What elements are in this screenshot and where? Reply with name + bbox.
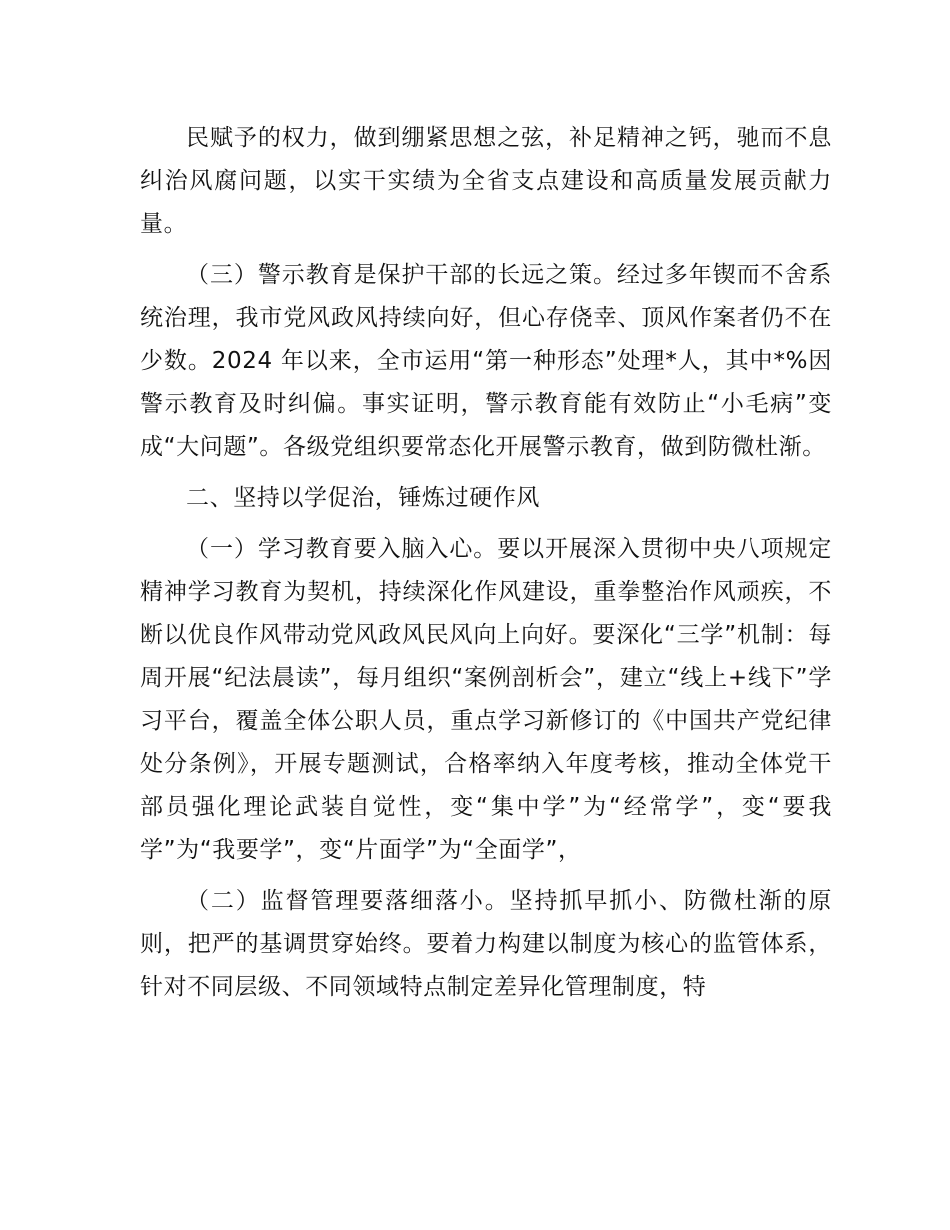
paragraph-continuation: 民赋予的权力，做到绷紧思想之弦，补足精神之钙，驰而不息纠治风腐问题，以实干实绩为全省支点建设和高质量发展贡献力量。 bbox=[140, 125, 832, 237]
paragraph-supervision: （二）监督管理要落细落小。坚持抓早抓小、防微杜渐的原则，把严的基调贯穿始终。要着力构建以制度为核心的监管体系，针对不同层级、不同领域特点制定差异化管理制度，特 bbox=[140, 888, 832, 1000]
paragraph-study-education: （一）学习教育要入脑入心。要以开展深入贯彻中央八项规定精神学习教育为契机，持续深化作风建设，重拳整治作风顽疾，不断以优良作风带动党风政风民风向上向好。要深化“三学”机制：每周开展“纪法晨读”，每月组织“案例剖析会”，建立“线上+线下”学习平台，覆盖全体公职人员，重点学习新修订的《中国共产党纪律处分条例》，开展专题测试，合格率纳入年度考核，推动全体党干部员强化理论武装自觉性，变“集中学”为“经常学”，变“要我学”为“我要学”，变“片面学”为“全面学”， bbox=[140, 536, 832, 863]
section-heading: 二、坚持以学促治，锤炼过硬作风 bbox=[186, 485, 540, 511]
document-body bbox=[140, 117, 832, 1009]
paragraph-warning-education: （三）警示教育是保护干部的长远之策。经过多年锲而不舍系统治理，我市党风政风持续向好，但心存侥幸、顶风作案者仍不在少数。2024 年以来，全市运用“第一种形态”处理*人，其中*%因警示教育及时纠偏。事实证明，警示教育能有效防止“小毛病”变成“大问题”。各级党组织要常态化开展警示教育，做到防微杜渐。 bbox=[140, 262, 832, 460]
